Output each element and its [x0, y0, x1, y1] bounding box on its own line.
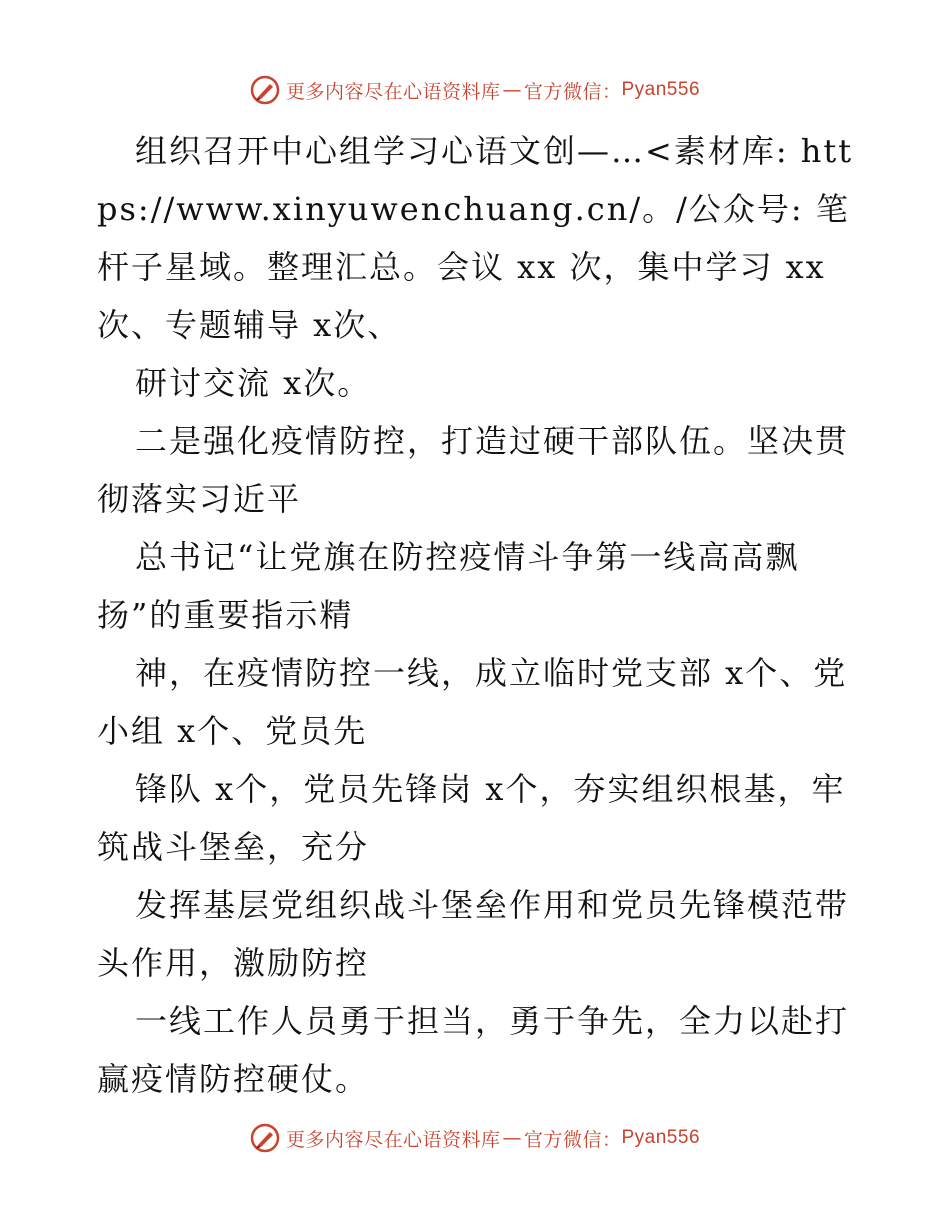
pen-logo-icon: [250, 75, 280, 105]
paragraph-4: 总书记“让党旗在防控疫情斗争第一线高高飘扬”的重要指示精: [97, 538, 800, 634]
header-banner-text: 更多内容尽在心语资料库: [285, 80, 501, 103]
header-wechat-label: 官方微信：: [523, 80, 622, 103]
paragraph-5: 神，在疫情防控一线，成立临时党支部 x个、党小组 x个、党员先: [97, 654, 848, 750]
footer-banner: [0, 1118, 950, 1158]
header-banner-dash: —: [502, 79, 522, 101]
footer-wechat-label: 官方微信：: [523, 1128, 622, 1151]
paragraph-3: 二是强化疫情防控，打造过硬干部队伍。坚决贯彻落实习近平: [97, 422, 850, 518]
document-body: [97, 122, 857, 1108]
header-banner: [0, 70, 950, 110]
footer-wechat-id: Pyan556: [621, 1127, 701, 1148]
footer-banner-dash: —: [502, 1127, 522, 1149]
paragraph-6: 锋队 x个，党员先锋岗 x个，夯实组织根基，牢筑战斗堡垒，充分: [97, 770, 846, 866]
paragraph-7: 发挥基层党组织战斗堡垒作用和党员先锋模范带头作用，激励防控: [97, 886, 850, 982]
pen-logo-icon: [250, 1123, 280, 1153]
footer-banner-text: 更多内容尽在心语资料库: [285, 1128, 501, 1151]
paragraph-1: 组织召开中心组学习心语文创—…<素材库: https://www.xinyuwenchuang.cn/。/公众号: 笔杆子星域。整理汇总。会议 xx 次，集中学习 xx 次、专题辅导 x次、: [97, 132, 854, 344]
paragraph-8: 一线工作人员勇于担当，勇于争先，全力以赴打赢疫情防控硬仗。: [97, 1002, 850, 1098]
header-wechat-id: Pyan556: [621, 79, 701, 100]
paragraph-2: 研讨交流 x次。: [135, 364, 372, 402]
